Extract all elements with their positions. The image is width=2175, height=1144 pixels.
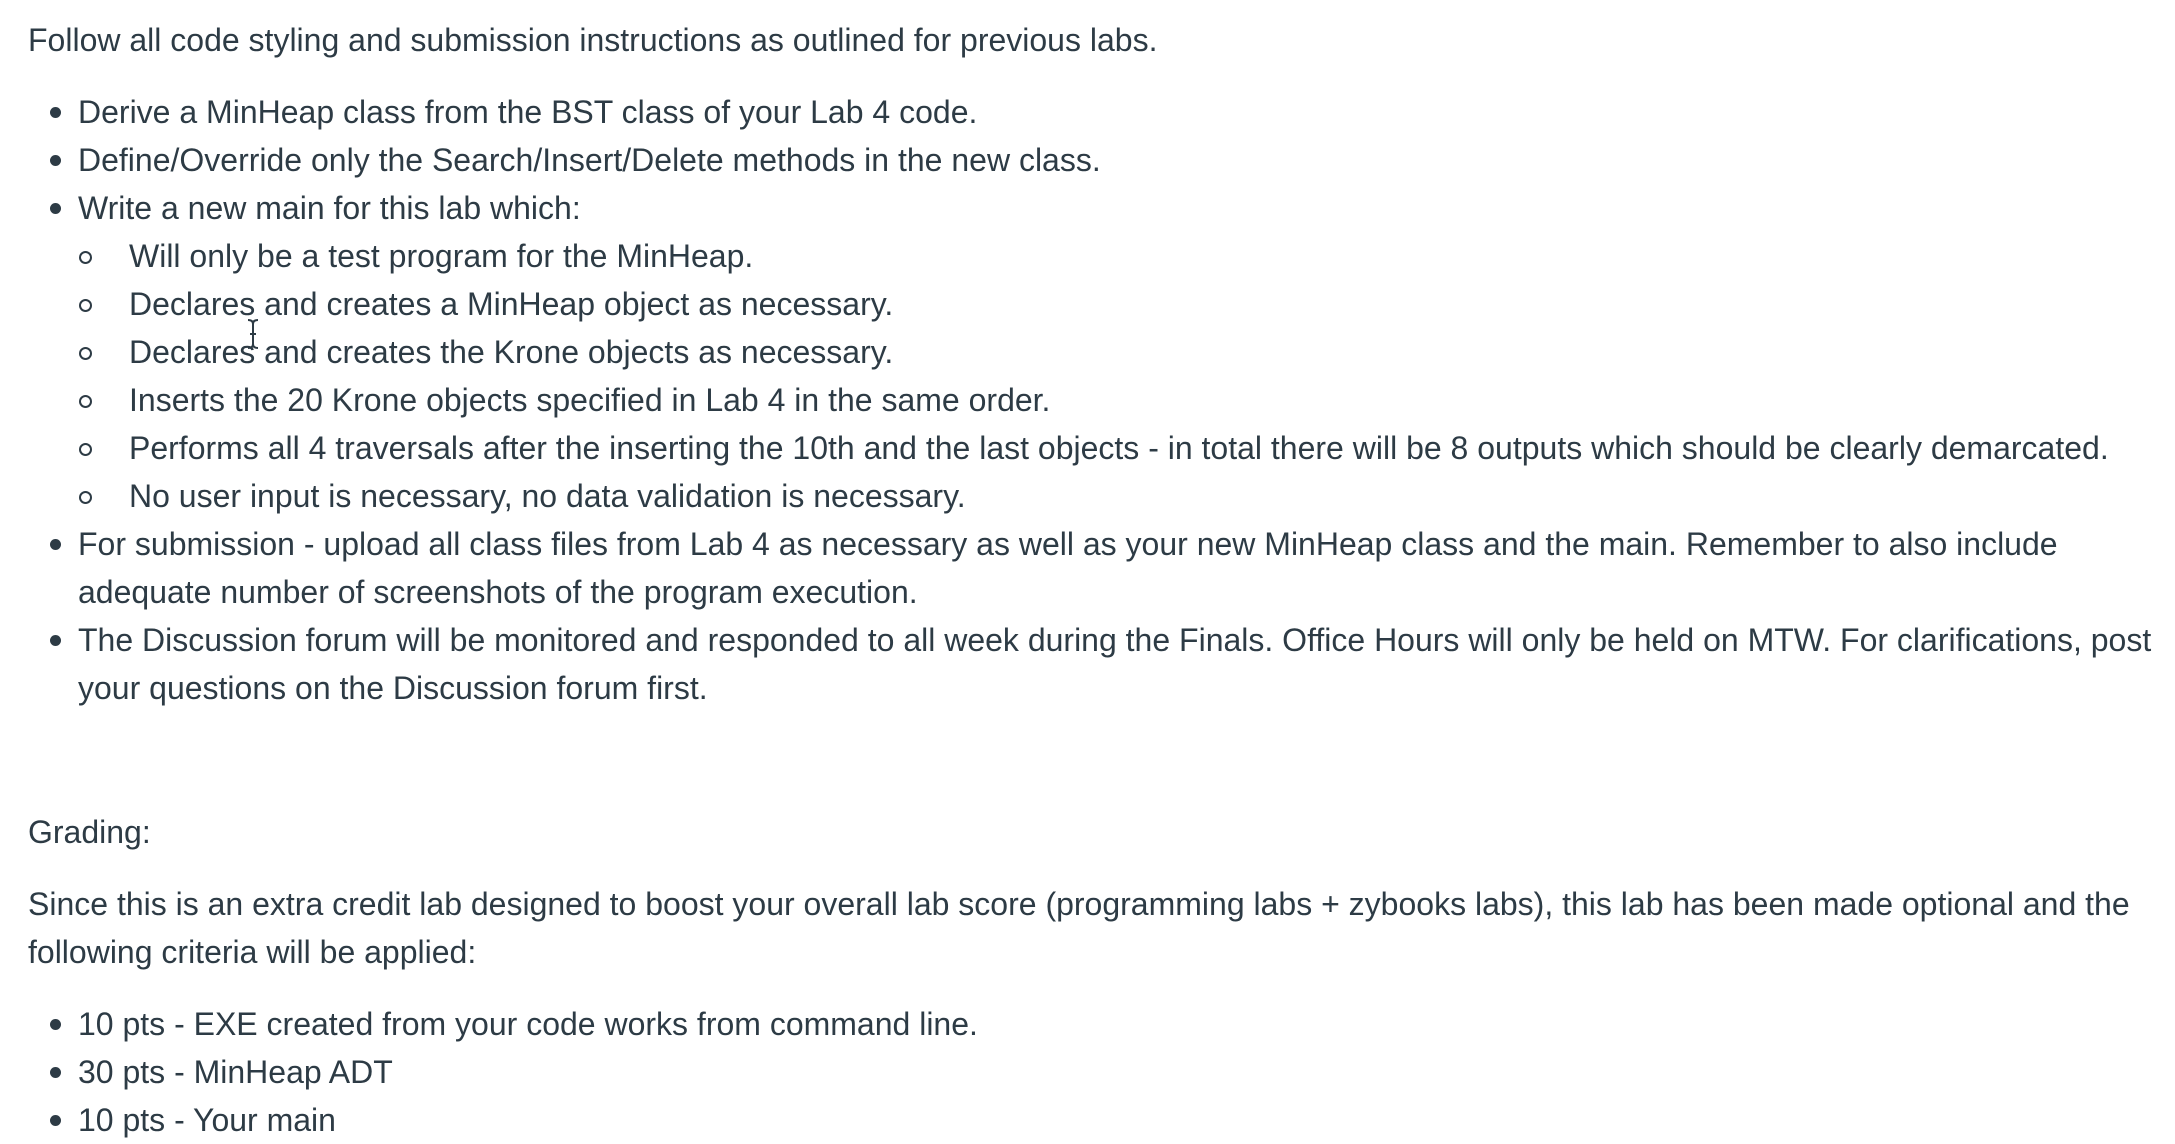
sub-list-item: Will only be a test program for the MinHeap. xyxy=(78,232,2158,280)
intro-paragraph: Follow all code styling and submission instructions as outlined for previous labs. xyxy=(28,22,1158,58)
sub-list-item: Performs all 4 traversals after the inserting the 10th and the last objects - in total there will be 8 outputs which should be clearly demarcated. xyxy=(78,424,2158,472)
list-item: 10 pts - EXE created from your code works from command line. xyxy=(28,1000,2158,1048)
assignment-content xyxy=(28,16,2158,1144)
sub-list-item: Declares and creates a MinHeap object as necessary. xyxy=(78,280,2158,328)
instructions-list xyxy=(28,88,2158,712)
grading-list xyxy=(28,1000,2158,1144)
spacer xyxy=(28,712,2158,808)
grading-heading: Grading: xyxy=(28,814,151,850)
grading-description: Since this is an extra credit lab designed to boost your overall lab score (programming labs + zybooks labs), this lab has been made optional and the following criteria will be applied: xyxy=(28,886,2130,970)
list-item: The Discussion forum will be monitored and responded to all week during the Finals. Office Hours will only be held on MTW. For clarifications, post your questions on the Discussion forum first. xyxy=(28,616,2158,712)
list-item: Derive a MinHeap class from the BST class of your Lab 4 code. xyxy=(28,88,2158,136)
list-item xyxy=(28,184,2158,520)
main-requirements-list xyxy=(78,232,2158,520)
sub-list-item: Declares and creates the Krone objects as necessary. xyxy=(78,328,2158,376)
list-item: 10 pts - Your main xyxy=(28,1096,2158,1144)
list-item: For submission - upload all class files from Lab 4 as necessary as well as your new MinHeap class and the main. Remember to also include adequate number of screenshots of the program execution. xyxy=(28,520,2158,616)
list-item: 30 pts - MinHeap ADT xyxy=(28,1048,2158,1096)
sub-list-item: No user input is necessary, no data validation is necessary. xyxy=(78,472,2158,520)
sub-list-item: Inserts the 20 Krone objects specified in Lab 4 in the same order. xyxy=(78,376,2158,424)
list-item: Define/Override only the Search/Insert/Delete methods in the new class. xyxy=(28,136,2158,184)
list-item-label: Write a new main for this lab which: xyxy=(78,190,581,226)
text-cursor-icon xyxy=(246,318,260,350)
